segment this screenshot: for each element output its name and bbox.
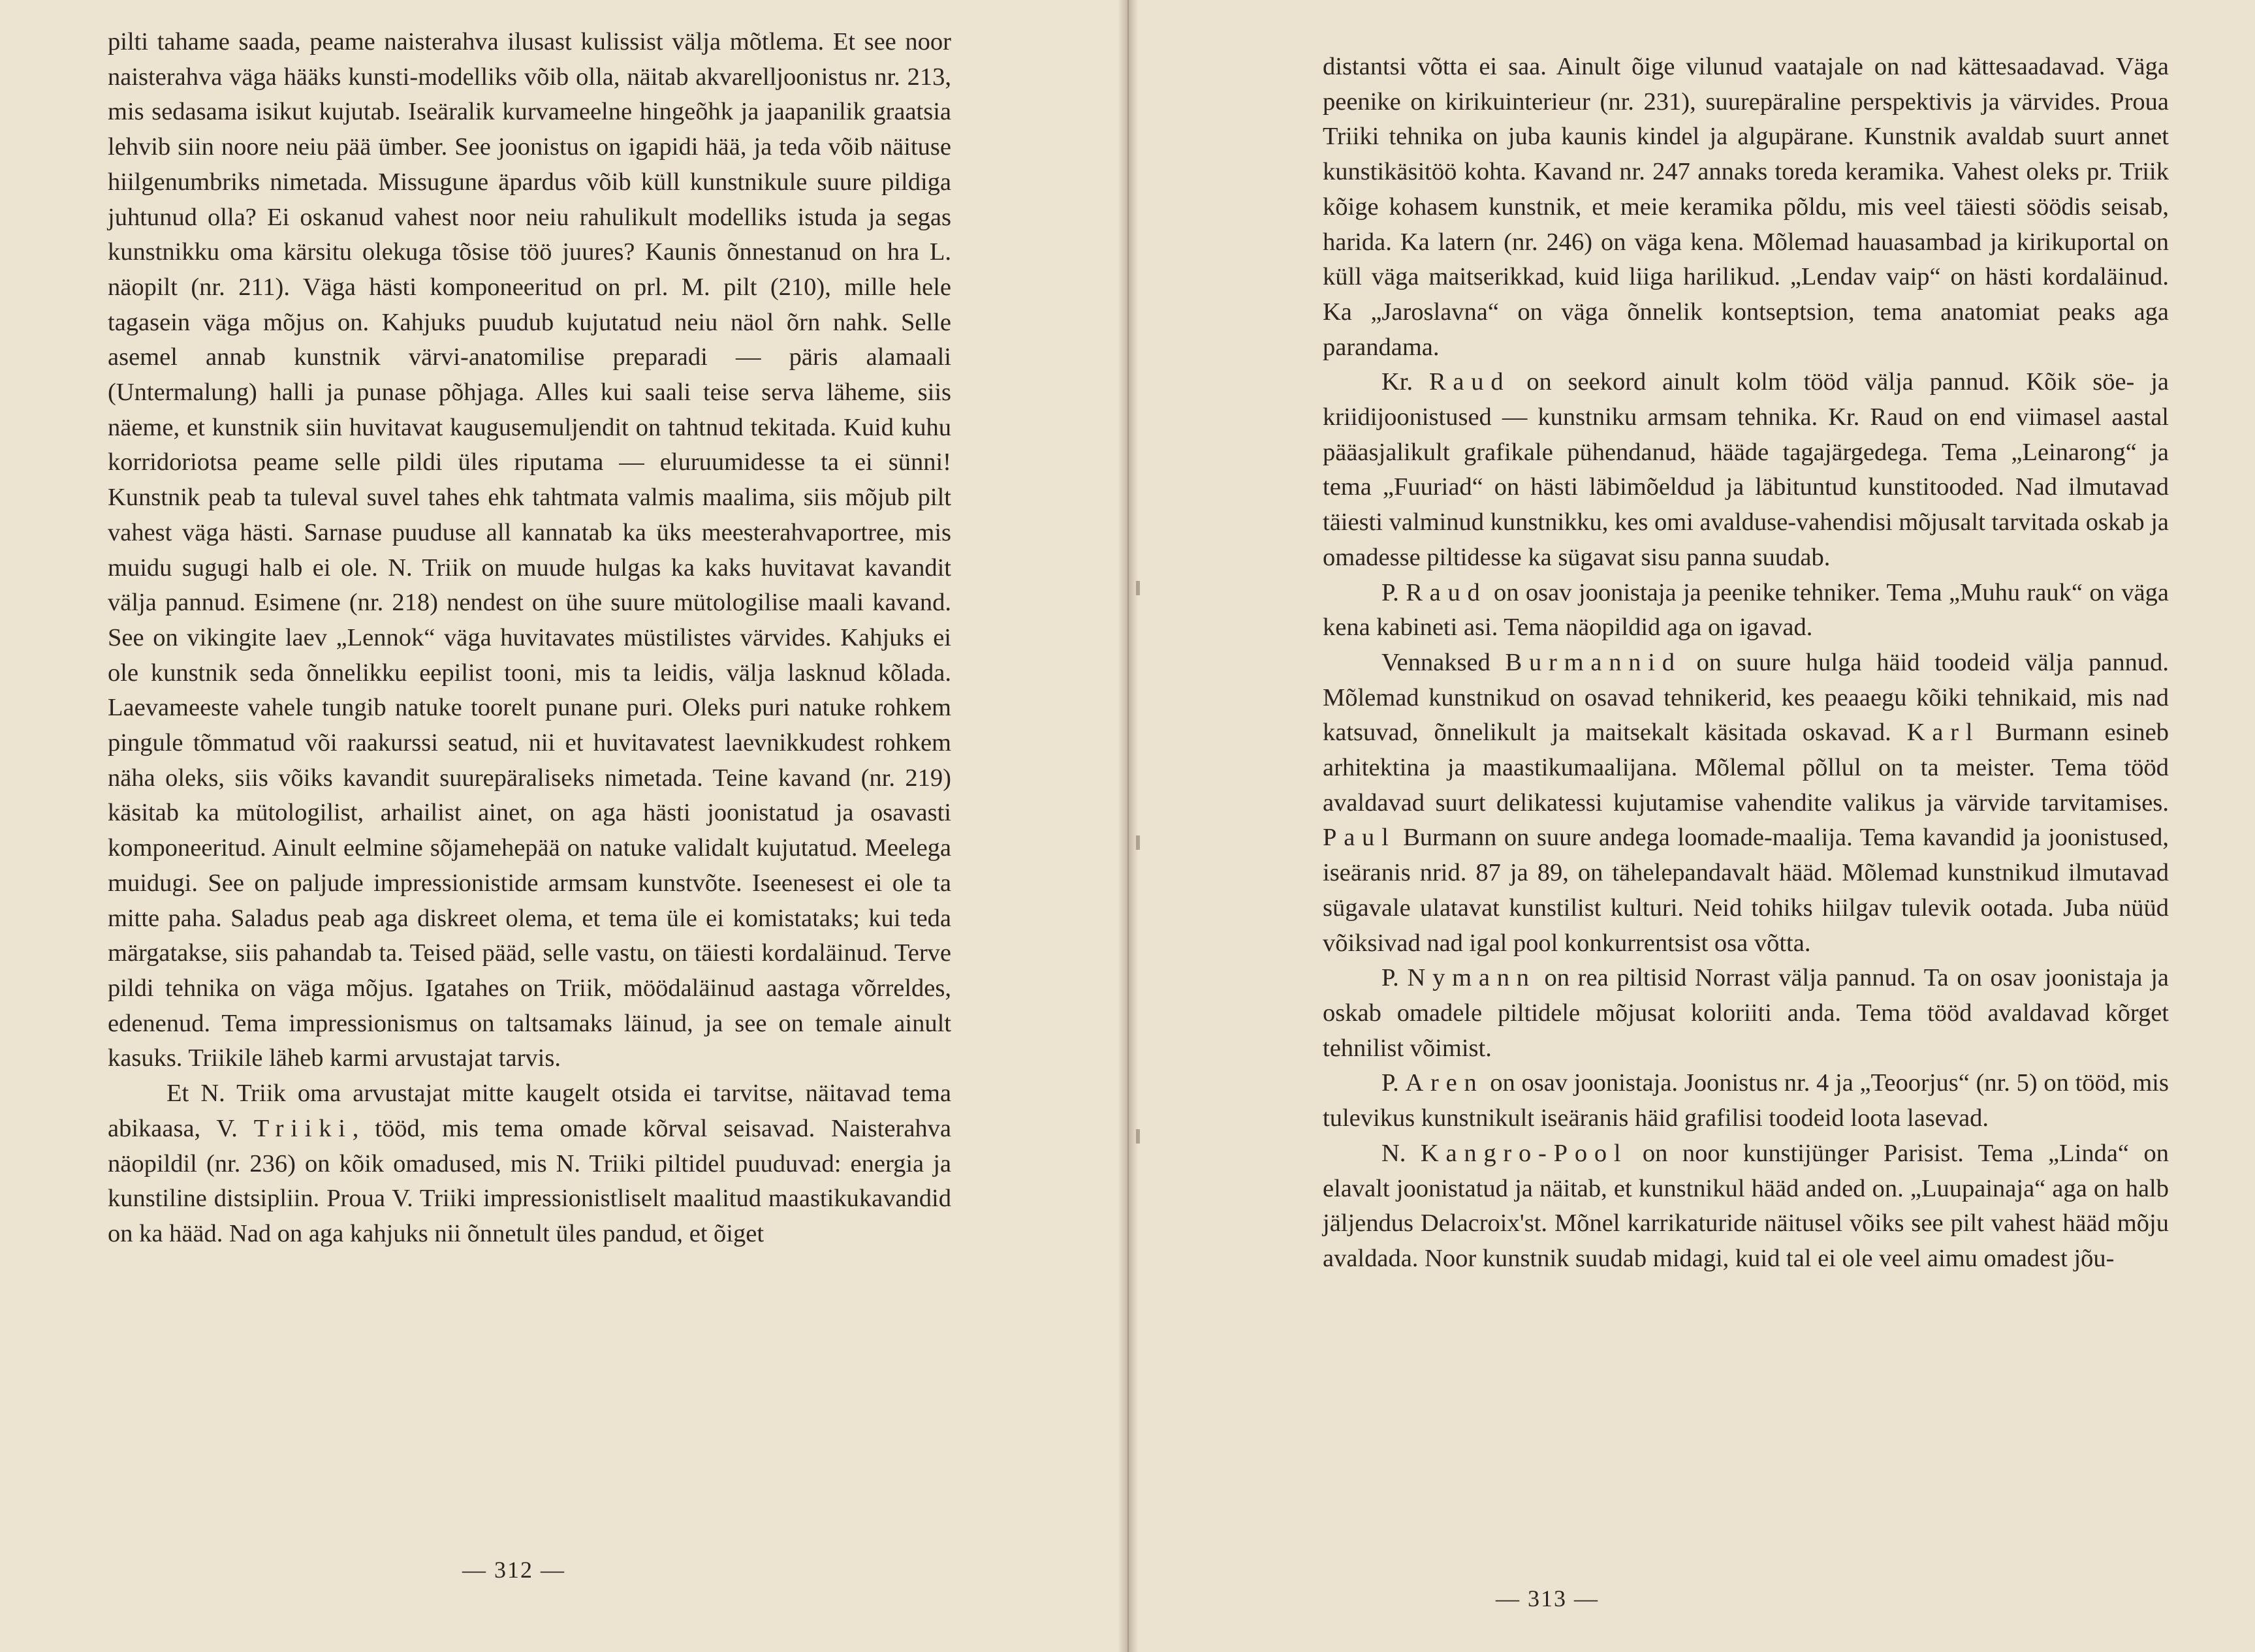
paragraph	[1323, 1066, 2169, 1136]
spaced-name: Aren	[1405, 1069, 1484, 1097]
paragraph	[108, 1076, 951, 1252]
binding-mark	[1136, 581, 1140, 595]
left-page-text	[108, 25, 951, 1252]
text-run: , tööd, mis tema omade kõrval seisavad. Naisterahva näopildil (nr. 236) on kõik omadused, mis N. Triiki piltidel puuduvad: energia ja kunstiline distsipliin. Proua V. Triiki impressionistliselt maalitud maastikukavandid on ka hääd. Nad on aga kahjuks nii õnnetult üles pandud, et õiget	[108, 1114, 951, 1247]
text-run: on osav joonistaja. Joonistus nr. 4 ja „Teoorjus“ (nr. 5) on tööd, mis tulevikus kunstnikult iseäranis häid grafilisi toodeid loota lasevad.	[1323, 1069, 2169, 1132]
text-run: Kr.	[1381, 368, 1429, 396]
paragraph: distantsi võtta ei saa. Ainult õige vilunud vaatajale on nad kättesaadavad. Väga peenike on kirikuinterieur (nr. 231), suurepäraline perspektivis ja värvides. Proua Triiki tehnika on juba kaunis kindel ja algupärane. Kunstnik avaldab suurt annet kunstikäsitöö kohta. Kavand nr. 247 annaks toreda keramika. Vahest oleks pr. Triik kõige kohasem kunstnik, et meie keramika põldu, mis veel täiesti söödis seisab, harida. Ka latern (nr. 246) on väga kena. Mõlemad hauasambad ja kirikuportal on küll väga maitserikkad, kuid liiga harilikud. „Lendav vaip“ on hästi kordaläinud. Ka „Jaroslavna“ on väga õnnelik kontseptsion, tema anatomiat peaks aga parandama.	[1323, 53, 2169, 361]
right-page	[1128, 0, 2255, 1652]
paragraph	[1323, 646, 2169, 961]
text-run: Burmann esineb arhitektina ja maastikumaalijana. Mõlemal põllul on ta meister. Tema tööd avaldavad suurt delikatessi kujutamise vahendite valikus ja värvide tarvitamises.	[1323, 719, 2169, 817]
binding-mark	[1136, 1129, 1140, 1144]
spaced-name: Kangro-Pool	[1420, 1139, 1628, 1167]
text-run: P.	[1381, 964, 1408, 992]
book-gutter	[1118, 0, 1139, 1652]
text-run: Vennaksed	[1381, 648, 1506, 676]
binding-mark	[1136, 835, 1140, 850]
spaced-name: Paul	[1323, 824, 1396, 852]
text-run: on rea piltisid Norrast välja pannud. Ta on osav joonistaja ja oskab omadele piltidele mõjusat koloriiti anda. Tema tööd avaldavad kõrget tehnilist võimist.	[1323, 964, 2169, 1062]
text-run: N.	[1381, 1139, 1421, 1167]
paragraph	[1323, 961, 2169, 1066]
page-number: — 313 —	[1496, 1585, 1599, 1612]
spaced-name: Raud	[1406, 578, 1487, 606]
page-number: — 312 —	[462, 1557, 565, 1583]
spaced-name: Nymann	[1407, 964, 1536, 992]
paragraph: pilti tahame saada, peame naisterahva ilusast kulissist välja mõtlema. Et see noor naisterahva väga hääks kunsti-modelliks võib olla, näitab akvarelljoonistus nr. 213, mis sedasama isikut kujutab. Iseäralik kurvameelne hingeõhk ja jaapanilik graatsia lehvib siin noore neiu pää ümber. See joonistus on igapidi hää, ja teda võib näituse hiilgenumbriks nimetada. Missugune äpardus võib küll kunstnikule suure pildiga juhtunud olla? Ei oskanud vahest noor neiu rahulikult modelliks istuda ja segas kunstnikku oma kärsitu olekuga tõsise töö juures? Kaunis õnnestanud on hra L. näopilt (nr. 211). Väga hästi komponeeritud on prl. M. pilt (210), mille hele tagasein väga mõjus on. Kahjuks puudub kujutatud neiu näol õrn nahk. Selle asemel annab kunstnik värvi-anatomilise preparadi — päris alamaali (Untermalung) halli ja punase põhjaga. Alles kui saali teise serva läheme, siis näeme, et kunstnik siin huvitavat kaugusemuljendit on tahtnud tekitada. Kuid kuhu korridoriotsa peame selle pildi üles riputama — eluruumidesse ta ei sünni! Kunstnik peab ta tuleval suvel tahes ehk tahtmata valmis maalima, siis mõjub pilt vahest väga hästi. Sarnase puuduse all kannatab ka üks meesterahvaportree, mis muidu sugugi halb ei ole. N. Triik on muude hulgas ka kaks huvitavat kavandit välja pannud. Esimene (nr. 218) nendest on ühe suure mütologilise maali kavand. See on vikingite laev „Lennok“ väga huvitavates müstilistes värvides. Kahjuks ei ole kunstnik seda õnnelikku eepilist tooni, mis ta leidis, välja lasknud kõlada. Laevameeste vahele tungib natuke toorelt punane puri. Oleks puri natuke rohkem pingule tõmmatud või raakurssi seatud, nii et huvitavatest laevnikkudest rohkem näha oleks, siis võiks kavandit suurepäraliseks nimetada. Teine kavand (nr. 219) käsitab ka mütologilist, arhailist ainet, on aga hästi joonistatud ja osavasti komponeeritud. Ainult eelmine sõjamehepää on natuke validalt kujutatud. Meelega muidugi. See on paljude impressionistide armsam kunstvõte. Iseenesest ei ole ta mitte paha. Saladus peab aga diskreet olema, et tema üle ei komistataks; kui teda märgatakse, siis pahandab ta. Teised pääd, selle vastu, on täiesti kordaläinud. Terve pildi tehnika on väga mõjus. Igatahes on Triik, möödaläinud aastaga võrreldes, edenenud. Tema impressionismus on taltsamaks läinud, ja see on temale ainult kasuks. Triikile läheb karmi arvustajat tarvis.	[108, 28, 951, 1072]
spaced-name: Raud	[1428, 368, 1511, 396]
text-run: on seekord ainult kolm tööd välja pannud. Kõik söe- ja kriidijoonistused — kunstniku armsam tehnika. Kr. Raud on end viimasel aastal pääasjalikult grafikale pühendanud, hääde tagajärgedega. Tema „Leinarong“ ja tema „Fuuriad“ on hästi läbimõeldud ja läbituntud kunstitooded. Nad ilmutavad täiesti valminud kunstnikku, kes omi avalduse-vahendisi mõjusalt tarvitada oskab ja omadesse piltidesse ka sügavat sisu panna suudab.	[1323, 368, 2169, 571]
paragraph	[1323, 365, 2169, 575]
paragraph	[1323, 1136, 2169, 1277]
right-page-text	[1323, 50, 2169, 1277]
text-run: on suure hulga häid toodeid välja pannud. Mõlemad kunstnikud on osavad tehnikerid, kes peaaegu kõiki tehnikaid, mis nad katsuvad, õnnelikult ja maitsekalt käsitada oskavad.	[1323, 648, 2169, 747]
text-run: P.	[1381, 1069, 1406, 1097]
spaced-name: Karl	[1906, 719, 1980, 747]
spaced-name: Triiki	[253, 1114, 353, 1142]
text-run: Et N. Triik oma arvustajat mitte kaugelt otsida ei tarvitse, näitavad tema abikaasa, V.	[108, 1080, 951, 1142]
text-run: P.	[1381, 578, 1406, 606]
paragraph	[1323, 576, 2169, 646]
text-run: on osav joonistaja ja peenike tehniker. Tema „Muhu rauk“ on väga kena kabineti asi. Tema näopildid aga on igavad.	[1323, 578, 2169, 642]
text-run: Burmann on suure andega loomade-maalija. Tema kavandid ja joonistused, iseäranis nrid. 87 ja 89, on tähelepandavalt hääd. Mõlemad kunstnikud ilmutavad sügavale ulatavat kunstilist kulturi. Neid tohiks hiilgav tulevik ootada. Juba nüüd võiksivad nad igal pool konkurrentsist osa võtta.	[1323, 824, 2169, 957]
spaced-name: Burmannid	[1505, 648, 1682, 676]
text-run: on noor kunstijünger Parisist. Tema „Linda“ on elavalt joonistatud ja näitab, et kunstnikul hääd anded on. „Luupainaja“ aga on halb jäljendus Delacroix'st. Mõnel karrikaturide näitusel võiks see pilt vahest hääd mõju avaldada. Noor kunstnik suudab midagi, kuid tal ei ole veel aimu omadest jõu-	[1323, 1139, 2169, 1272]
